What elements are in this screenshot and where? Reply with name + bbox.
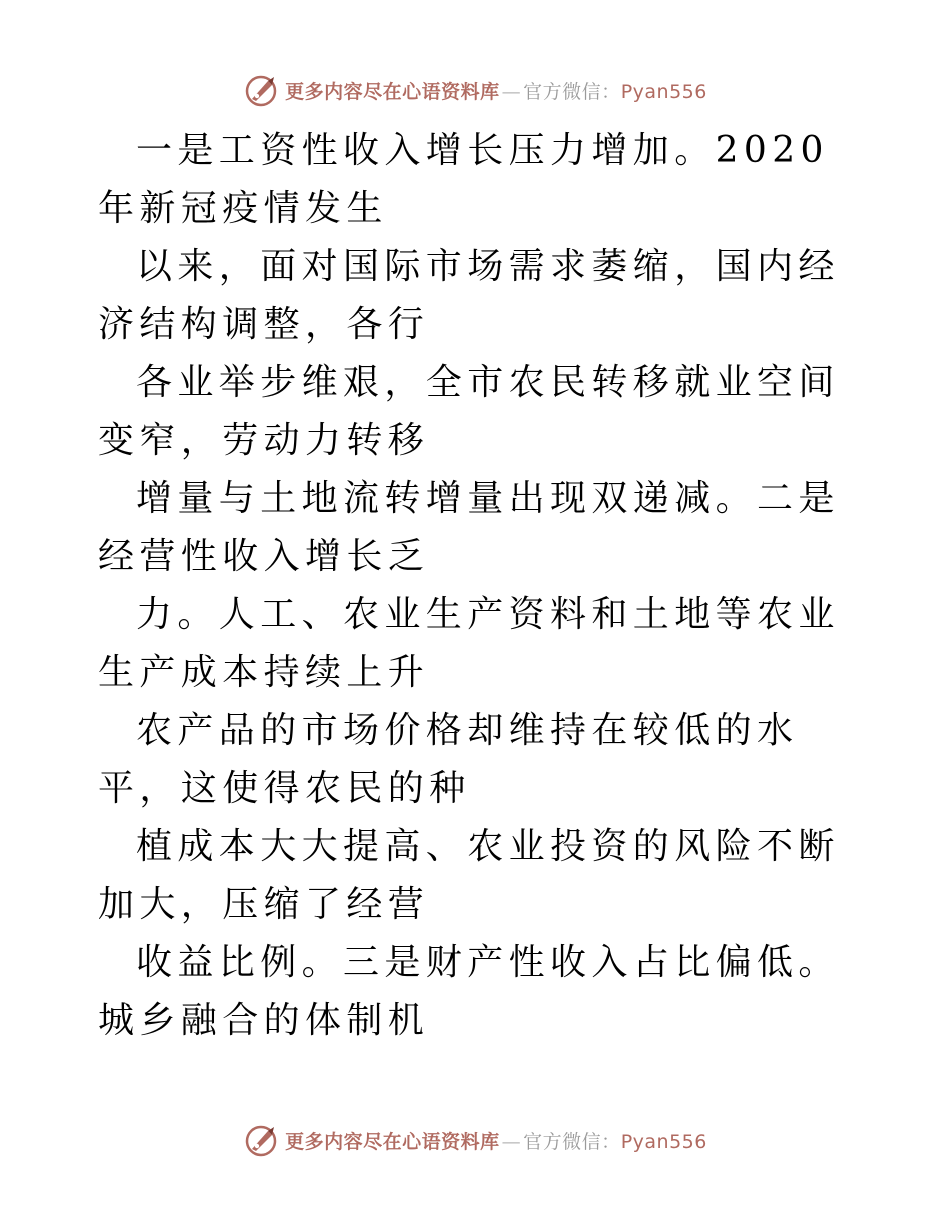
watermark-text	[285, 1127, 707, 1154]
watermark-separator: —	[501, 80, 522, 103]
watermark-official-label: 官方微信：	[523, 80, 621, 103]
paragraph-2: 以来，面对国际市场需求萎缩，国内经济结构调整，各行	[98, 246, 840, 345]
quill-logo-icon	[243, 72, 279, 108]
watermark-wechat-id: Pyan556	[620, 1130, 707, 1153]
paragraph-5: 力。人工、农业生产资料和土地等农业生产成本持续上升	[98, 594, 840, 693]
paragraph-6: 农产品的市场价格却维持在较低的水平，这使得农民的种	[98, 710, 799, 809]
watermark-text	[285, 77, 707, 104]
paragraph-1: 一是工资性收入增长压力增加。2020 年新冠疫情发生	[98, 130, 829, 229]
footer-watermark	[0, 1120, 950, 1160]
watermark-site-text: 更多内容尽在心语资料库	[285, 1130, 500, 1153]
watermark-site-text: 更多内容尽在心语资料库	[285, 80, 500, 103]
paragraph-8: 收益比例。三是财产性收入占比偏低。城乡融合的体制机	[98, 942, 840, 1041]
paragraph-3: 各业举步维艰，全市农民转移就业空间变窄，劳动力转移	[98, 362, 840, 461]
quill-logo-icon	[243, 1122, 279, 1158]
document-body	[98, 122, 858, 1050]
watermark-separator: —	[501, 1130, 522, 1153]
header-watermark	[0, 70, 950, 110]
watermark-wechat-id: Pyan556	[620, 80, 707, 103]
paragraph-4: 增量与土地流转增量出现双递减。二是经营性收入增长乏	[98, 478, 840, 577]
paragraph-7: 植成本大大提高、农业投资的风险不断加大，压缩了经营	[98, 826, 840, 925]
watermark-official-label: 官方微信：	[523, 1130, 621, 1153]
